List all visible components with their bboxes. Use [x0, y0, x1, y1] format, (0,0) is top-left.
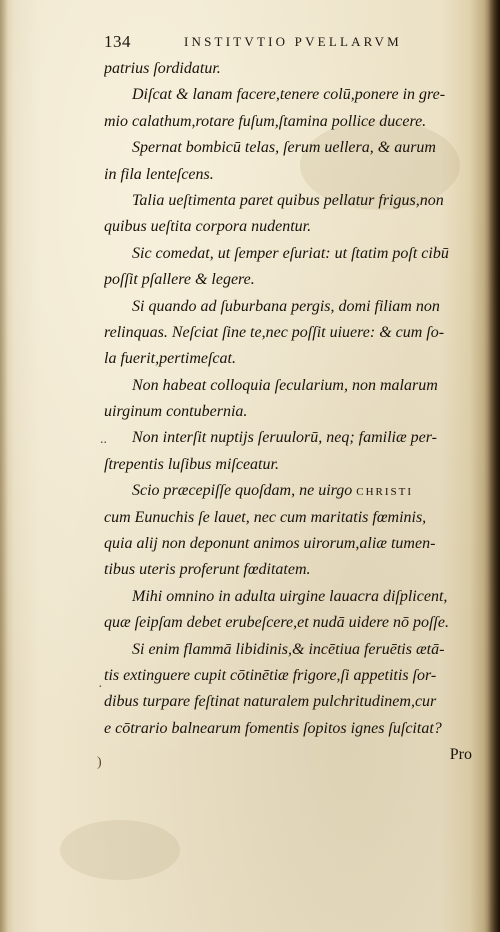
text-line: in fila lenteſcens.	[104, 165, 214, 183]
text-line: relinquas. Neſciat ſine te,nec poſſit uiuere: & cum ſo-	[104, 323, 445, 341]
text-line: Spernat bombicū telas, ſerum uellera, & aurum	[132, 139, 436, 157]
text-line: Si quando ad ſuburbana pergis, domi filiam non	[132, 297, 440, 315]
page-left-edge	[0, 0, 8, 932]
text-line: Talia ueſtimenta paret quibus pellatur frigus,non	[132, 191, 444, 209]
text-line: quibus ueſtita corpora nudentur.	[104, 218, 312, 236]
text-line: dibus turpare feſtinat naturalem pulchritudinem,cur	[104, 693, 437, 711]
margin-mark: ..	[100, 432, 107, 447]
text-line: cum Eunuchis ſe lauet, nec cum maritatis fœminis,	[104, 508, 427, 526]
text-line: Mihi omnino in adulta uirgine lauacra diſplicent,	[132, 587, 448, 605]
text-line-segment: Scio præcepiſſe quoſdam, ne uirgo	[132, 482, 357, 500]
text-line: poſſit pſallere & legere.	[104, 271, 255, 289]
text-line: Diſcat & lanam facere,tenere colū,ponere in gre-	[132, 86, 446, 104]
text-line: quia alij non deponunt animos uirorum,aliæ tumen-	[104, 535, 436, 553]
page-number: 134	[104, 32, 131, 51]
text-line: tibus uteris proferunt fœditatem.	[104, 561, 311, 579]
text-line: Si enim flammā libidinis,& incētiua feruētis ætā-	[132, 640, 445, 658]
text-line: Non interſit nuptijs ſeruulorū, neq; familiæ per-	[132, 429, 438, 447]
christi-small-caps: CHRISTI	[356, 486, 414, 499]
catchword-row	[104, 742, 472, 768]
text-line: uirginum contubernia.	[104, 403, 248, 421]
text-line: Sic comedat, ut ſemper eſuriat: ut ſtatim poſt cibū	[132, 244, 449, 262]
paper-stain	[60, 820, 180, 880]
text-line: patrius ſordidatur.	[104, 60, 221, 77]
text-line: tis extinguere cupit cōtinētiæ frigore,ſi appetitis ſor-	[104, 666, 437, 684]
running-title: INSTITVTIO PVELLARVM	[184, 34, 402, 49]
text-line: mio calathum,rotare fuſum,ſtamina pollice ducere.	[104, 112, 427, 130]
latin-text-block	[104, 56, 472, 769]
text-line: e cōtrario balnearum fomentis ſopitos ignes ſuſcitat?	[104, 719, 442, 737]
binding-gutter-shadow	[484, 0, 500, 932]
text-line	[104, 478, 472, 504]
margin-mark: )	[97, 755, 102, 770]
catchword: Pro	[449, 746, 472, 764]
text-line: ſtrepentis luſibus miſceatur.	[104, 455, 279, 473]
text-line: quæ ſeipſam debet erubeſcere,et nudā uidere nō poſſe.	[104, 614, 449, 632]
margin-mark: ·	[98, 680, 103, 695]
text-line: Non habeat colloquia ſecularium, non malarum	[132, 376, 438, 394]
page-header	[104, 32, 449, 56]
text-line: la fuerit,pertimeſcat.	[104, 350, 236, 368]
